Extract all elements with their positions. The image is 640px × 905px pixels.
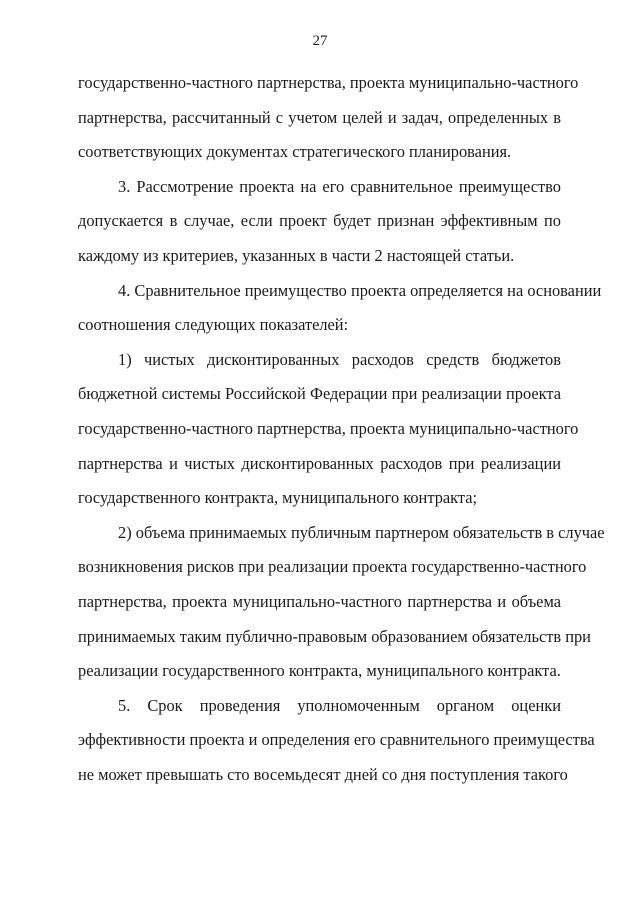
page-number: 27 [312,33,328,49]
subitem-2-first-line: 2) объема принимаемых публичным партнером обязательств в случае [118,522,605,542]
body-text [78,71,605,797]
paragraph-5-first-line: 5. Срок проведения уполномоченным органом оценки [118,695,561,715]
text-line: партнерства, проекта муниципально-частного партнерства и объема [78,591,561,611]
text-line: каждому из критериев, указанных в части 2 настоящей статьи. [78,245,515,265]
text-line: принимаемых таким публично-правовым образованием обязательств при [78,626,591,646]
text-line: партнерства, рассчитанный с учетом целей и задач, определенных в [78,107,561,127]
text-line: бюджетной системы Российской Федерации при реализации проекта [78,384,561,404]
text-line: государственно-частного партнерства, проекта муниципально-частного [78,418,579,438]
text-line: эффективности проекта и определения его сравнительного преимущества [78,730,595,750]
text-line: возникновения рисков при реализации проекта государственно-частного [78,557,587,577]
text-line: соотношения следующих показателей: [78,315,349,335]
text-line: допускается в случае, если проект будет признан эффективным по [78,211,561,231]
text-line: не может превышать сто восемьдесят дней со дня поступления такого [78,764,568,784]
paragraph-4-first-line: 4. Сравнительное преимущество проекта определяется на основании [118,280,602,300]
subitem-1-first-line: 1) чистых дисконтированных расходов средств бюджетов [118,349,561,369]
text-line: партнерства и чистых дисконтированных расходов при реализации [78,453,561,473]
text-line: государственного контракта, муниципального контракта; [78,488,478,508]
text-line: реализации государственного контракта, муниципального контракта. [78,661,561,681]
text-line: соответствующих документах стратегического планирования. [78,142,512,162]
paragraph-3-first-line: 3. Рассмотрение проекта на его сравнительное преимущество [118,176,561,196]
text-line: государственно-частного партнерства, проекта муниципально-частного [78,73,579,92]
